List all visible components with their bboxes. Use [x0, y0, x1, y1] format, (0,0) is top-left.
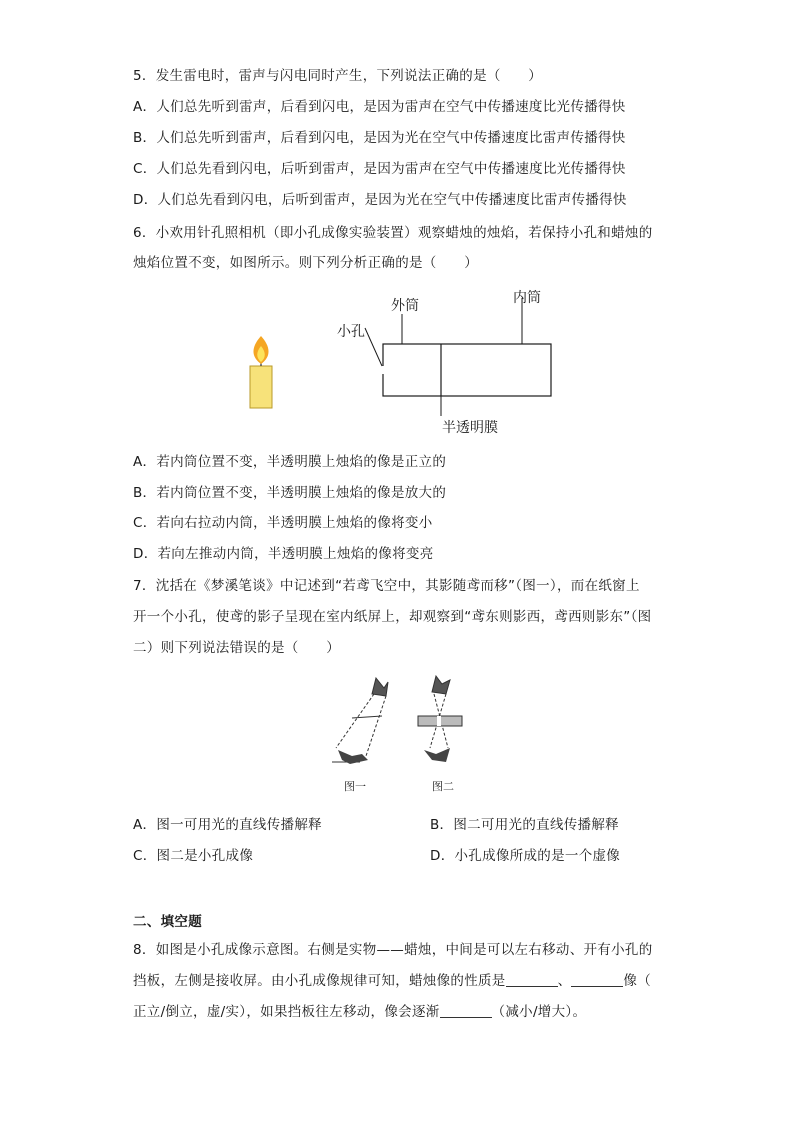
q6-option-b: B．若内筒位置不变，半透明膜上烛焰的像是放大的	[133, 485, 447, 501]
q6-option-c: C．若向右拉动内筒，半透明膜上烛焰的像将变小	[133, 515, 433, 531]
q7-option-b: B．图二可用光的直线传播解释	[430, 817, 619, 833]
answer-blank-3[interactable]	[440, 1003, 492, 1018]
q5-stem: 5．发生雷电时，雷声与闪电同时产生，下列说法正确的是（ ）	[133, 68, 543, 84]
q7-stem-line1: 7．沈括在《梦溪笔谈》中记述到“若鸢飞空中，其影随鸢而移”（图一），而在纸窗上	[133, 578, 640, 594]
q8-line2-text-c: 像（	[623, 973, 652, 989]
label-film: 半透明膜	[442, 420, 498, 436]
label-outer-tube: 外筒	[391, 298, 419, 314]
q8-line1: 8．如图是小孔成像示意图。右侧是实物——蜡烛，中间是可以左右移动、开有小孔的	[133, 942, 653, 958]
outer-tube	[383, 344, 551, 396]
q6-option-d: D．若向左推动内筒，半透明膜上烛焰的像将变亮	[133, 546, 434, 562]
q7-option-d: D．小孔成像所成的是一个虚像	[430, 848, 621, 864]
caption-figure-2: 图二	[432, 780, 454, 793]
q5-option-a: A．人们总先听到雷声，后看到闪电，是因为雷声在空气中传播速度比光传播得快	[133, 99, 626, 115]
q5-option-c: C．人们总先看到闪电，后听到雷声，是因为雷声在空气中传播速度比光传播得快	[133, 161, 626, 177]
q6-stem-line2: 烛焰位置不变，如图所示。则下列分析正确的是（ ）	[133, 255, 478, 271]
section-heading: 二、填空题	[133, 914, 202, 930]
q7-stem-line2: 开一个小孔，使鸢的影子呈现在室内纸屏上，却观察到“鸢东则影西，鸢西则影东”（图	[133, 609, 652, 625]
q8-line2	[133, 971, 651, 991]
answer-blank-2[interactable]	[571, 972, 623, 987]
label-pinhole: 小孔	[337, 324, 365, 340]
pinhole-camera-figure	[240, 284, 560, 440]
q8-line3	[133, 1002, 586, 1022]
caption-figure-1: 图一	[344, 780, 366, 793]
q7-option-a: A．图一可用光的直线传播解释	[133, 817, 322, 833]
q6-option-a: A．若内筒位置不变，半透明膜上烛焰的像是正立的	[133, 454, 447, 470]
kite-icon	[372, 678, 388, 696]
q8-line3-text-b: （减小/增大）。	[491, 1004, 587, 1020]
q7-stem-line3: 二）则下列说法错误的是（ ）	[133, 640, 340, 656]
q8-line2-text-a: 挡板，左侧是接收屏。由小孔成像规律可知，蜡烛像的性质是	[133, 973, 506, 989]
answer-blank-1[interactable]	[506, 972, 558, 987]
kite-shadow-figure	[328, 672, 468, 800]
candle-icon	[250, 336, 272, 408]
q7-option-c: C．图二是小孔成像	[133, 848, 254, 864]
label-inner-tube: 内筒	[513, 290, 541, 306]
inverted-shadow-icon	[424, 748, 450, 762]
q6-stem-line1: 6．小欢用针孔照相机（即小孔成像实验装置）观察蜡烛的烛焰，若保持小孔和蜡烛的	[133, 225, 653, 241]
q5-option-d: D．人们总先看到闪电，后听到雷声，是因为光在空气中传播速度比雷声传播得快	[133, 192, 627, 208]
q8-line2-text-b: 、	[557, 973, 572, 989]
kite-icon-2	[432, 676, 450, 694]
q8-line3-text-a: 正立/倒立，虚/实），如果挡板往左移动，像会逐渐	[133, 1004, 440, 1020]
q5-option-b: B．人们总先听到雷声，后看到闪电，是因为光在空气中传播速度比雷声传播得快	[133, 130, 626, 146]
